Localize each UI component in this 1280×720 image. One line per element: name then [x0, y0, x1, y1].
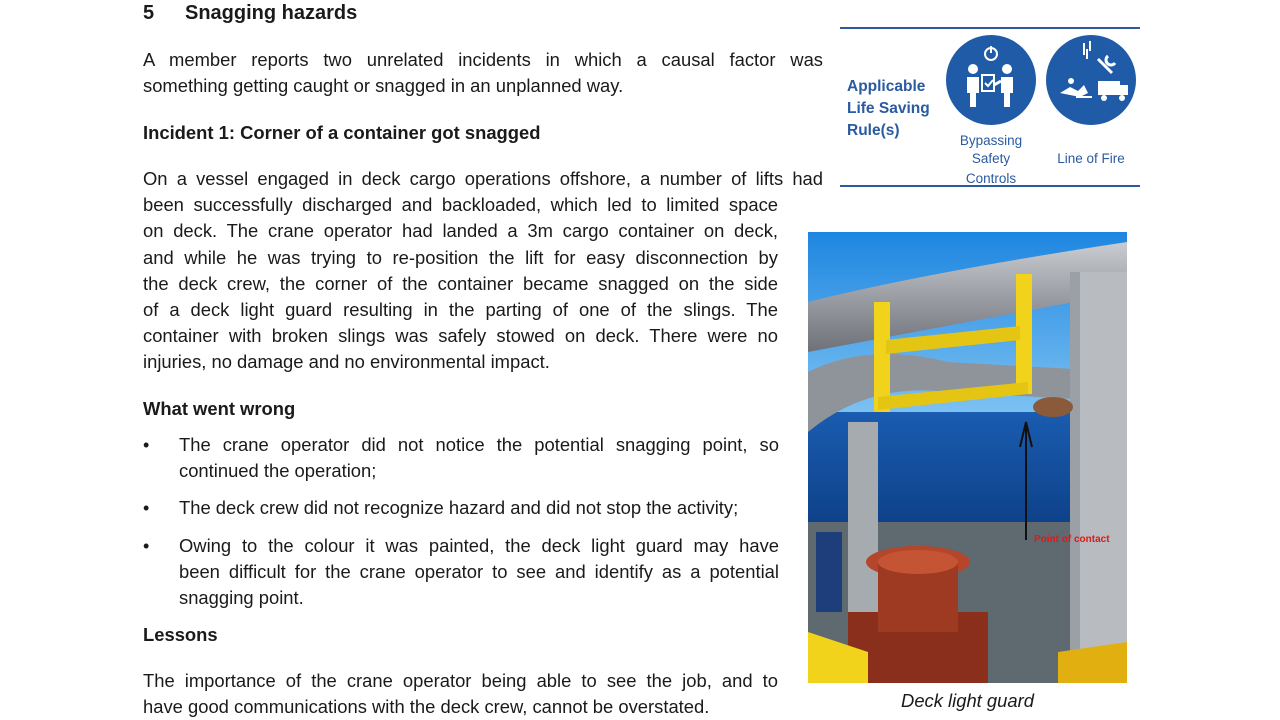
- bullet-line: The deck crew did not recognize hazard and did not stop the activity;: [179, 497, 739, 518]
- bullet-line: continued the operation;: [179, 460, 377, 481]
- lsr-title-line: Life Saving: [847, 100, 930, 117]
- rule-label: Safety: [971, 151, 1011, 166]
- bullet-line: snagging point.: [179, 587, 304, 608]
- bypassing-safety-controls-icon: [946, 35, 1036, 125]
- bullet-line: The crane operator did not notice the potential snagging point, so: [179, 434, 779, 455]
- list-item: [143, 432, 779, 486]
- section-number: 5: [143, 2, 155, 24]
- intro-line: something getting caught or snagged in an unplanned way.: [143, 75, 624, 96]
- list-item: [143, 533, 779, 613]
- intro-line: A member reports two unrelated incidents in which a causal factor was: [143, 49, 823, 70]
- what-went-wrong-heading: What went wrong: [143, 398, 296, 419]
- list-item: [143, 495, 779, 523]
- line-of-fire-icon: [1046, 35, 1136, 125]
- lsr-title-line: Rule(s): [847, 122, 900, 139]
- bullet-marker: •: [143, 435, 150, 455]
- incident-line: injuries, no damage and no environmental impact.: [143, 351, 550, 372]
- incident-line: of a deck light guard resulting in the parting of one of the slings. The: [143, 299, 778, 320]
- bullet-line: Owing to the colour it was painted, the deck light guard may have: [179, 535, 779, 556]
- photo-caption: Deck light guard: [901, 690, 1034, 711]
- incident-line: On a vessel engaged in deck cargo operations offshore, a number of lifts had: [143, 168, 823, 189]
- bullet-line: been difficult for the crane operator to see and identify as a potential: [179, 561, 779, 582]
- section-title: Snagging hazards: [185, 2, 358, 24]
- rule-label: Line of Fire: [1057, 151, 1125, 166]
- lessons-heading: Lessons: [143, 624, 218, 645]
- lessons-line: have good communications with the deck crew, cannot be overstated.: [143, 696, 710, 717]
- bullet-marker: •: [143, 536, 150, 556]
- bullet-marker: •: [143, 498, 150, 518]
- lsr-title-line: Applicable: [847, 78, 926, 95]
- rule-label: Controls: [965, 171, 1017, 186]
- lessons-line: The importance of the crane operator being able to see the job, and to: [143, 670, 778, 691]
- incident-line: the deck crew, the corner of the container became snagged on the side: [143, 273, 778, 294]
- rule-label: Bypassing: [959, 133, 1023, 148]
- incident-line: container with broken slings was safely stowed on deck. There were no: [143, 325, 778, 346]
- incident-heading: Incident 1: Corner of a container got snagged: [143, 122, 541, 143]
- incident-line: and while he was trying to re-position the lift for easy disconnection by: [143, 247, 778, 268]
- point-of-contact-label: Point of contact: [1034, 534, 1110, 545]
- incident-line: on deck. The crane operator had landed a 3m cargo container on deck,: [143, 220, 778, 241]
- deck-light-guard-photo: [808, 232, 1127, 683]
- incident-line: been successfully discharged and backloaded, which led to limited space: [143, 194, 778, 215]
- panel-top-rule: [840, 27, 1140, 29]
